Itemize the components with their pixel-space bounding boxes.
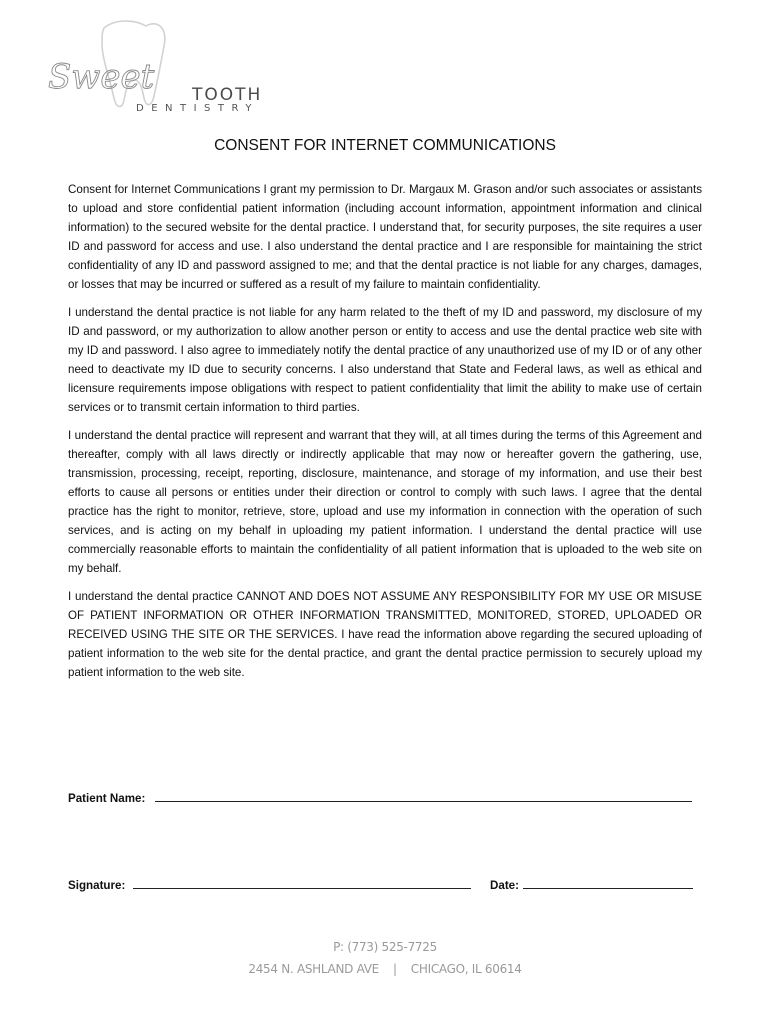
signature-label: Signature: [68, 879, 126, 892]
logo-subtitle: DENTISTRY [136, 103, 259, 114]
footer-phone: P: (773) 525-7725 [333, 940, 437, 954]
date-field[interactable] [523, 876, 693, 889]
consent-paragraph: I understand the dental practice CANNOT AND DOES NOT ASSUME ANY RESPONSIBILITY FOR MY USE OR MISUSE OF PATIENT INFORMATION OR OTHER INFORMATION TRANSMITTED, MONITORED, STORED, UPLOADED OR RECEIVED USING THE SITE OR THE SERVICES. I have read the information above regarding the secured uploading of patient information to the web site for the dental practice, and grant the dental practice permission to securely upload my patient information to the web site. [68, 590, 702, 679]
consent-paragraph: I understand the dental practice will represent and warrant that they will, at all times during the terms of this Agreement and thereafter, comply with all laws directly or indirectly applicable that may now or hereafter govern the gathering, use, transmission, processing, receipt, reporting, disclosure, maintenance, and storage of my information, and use their best efforts to cause all persons or entities under their direction or control to comply with such laws. I agree that the dental practice has the right to monitor, retrieve, store, upload and use my information in connection with the operation of such services, and is acting on my behalf in uploading my patient information. I understand the dental practice will use commercially reasonable efforts to maintain the confidentiality of all patient information that is uploaded to the web site on my behalf. [68, 429, 702, 575]
signature-field[interactable] [133, 876, 471, 889]
footer-address: 2454 N. ASHLAND AVE | CHICAGO, IL 60614 [248, 962, 522, 976]
logo-word: TOOTH [192, 85, 263, 105]
date-row [490, 876, 693, 892]
patient-name-field[interactable] [155, 789, 692, 802]
consent-body [68, 180, 702, 691]
consent-paragraph: I understand the dental practice is not liable for any harm related to the theft of my ID and password, my disclosure of my ID and password, or my authorization to allow another person or entity to access and use the dental practice web site with my ID and password. I also agree to immediately notify the dental practice of any unauthorized use of my ID or of any other need to deactivate my ID due to security concerns. I also understand that State and Federal laws, as well as ethical and licensure requirements impose obligations with respect to patient confidentiality that limit the ability to make use of certain services or to transmit certain information to third parties. [68, 306, 702, 414]
consent-paragraph: Consent for Internet Communications I grant my permission to Dr. Margaux M. Grason and/or such associates or assistants to upload and store confidential patient information (including account information, appointment information and clinical information) to the secured website for the dental practice. I understand that, for security purposes, the site requires a user ID and password for access and use. I also understand the dental practice and I are responsible for maintaining the strict confidentiality of any ID and password assigned to me; and that the dental practice is not liable for any charges, damages, or losses that may be incurred or suffered as a result of my failure to maintain confidentiality. [68, 183, 702, 291]
date-label: Date: [490, 879, 519, 892]
signature-row [68, 876, 471, 892]
logo-script-text: Sweet [48, 57, 155, 97]
practice-logo [46, 18, 263, 118]
patient-name-row [68, 789, 692, 805]
document-title: CONSENT FOR INTERNET COMMUNICATIONS [214, 137, 556, 154]
patient-name-label: Patient Name: [68, 792, 146, 805]
